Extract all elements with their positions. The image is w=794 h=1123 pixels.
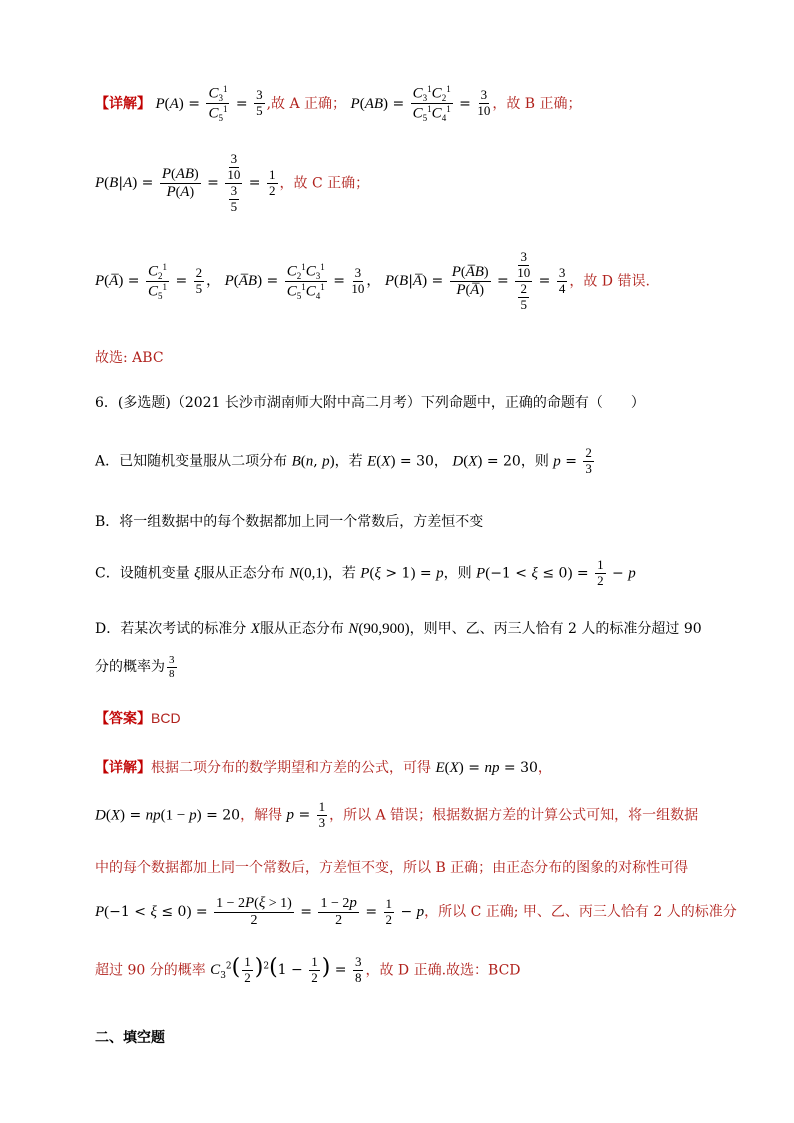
q6-option-c: C．设随机变量 ξ服从正态分布 N(0,1)，若 P(ξ > 1) = p，则 P(−1 < ξ ≤ 0) = $\frac{1}{2}$ − p	[95, 557, 636, 588]
detail-label: 【详解】	[95, 94, 151, 111]
q5-l1b: ，故 B 正确；	[492, 95, 582, 112]
q5-detail-line1: 【详解】 P(A) = $\frac{C_3^1}{C_5^1}$ = $\frac{3}{5}$ ,故 A 正确； P(AB) = $\frac{C_3^1C_2^1}{C_5^1C_4^1}$ = $\frac{3}{10}$ ，故 B 正确；	[95, 84, 582, 124]
q6-d-line2-text: 分的概率为	[95, 659, 165, 676]
q6-exp-line1: 【详解】根据二项分布的数学期望和方差的公式，可得 E(X) = np = 30，	[95, 759, 552, 776]
q6-a-mid3: ，则	[520, 453, 549, 470]
q5-l2: ，故 C 正确；	[279, 175, 370, 192]
q5-l1a: ,故 A 正确；	[266, 95, 347, 112]
q6-exp2a: ，解得	[240, 807, 283, 824]
section-heading: 二、填空题	[95, 1029, 165, 1045]
q6-c-text: C．设随机变量	[95, 565, 190, 582]
q6-answer	[95, 708, 181, 728]
q6-exp5a: 超过 90 分的概率	[95, 962, 206, 979]
q6-exp-line2: D(X) = np(1 − p) = 20，解得 p = $\frac{1}{3}$ ，所以 A 错误；根据数据方差的计算公式可知，将一组数据	[95, 799, 699, 830]
q6-exp1: 根据二项分布的数学期望和方差的公式，可得	[151, 760, 431, 776]
answer-value: BCD	[151, 710, 181, 726]
q6-a-text: A．已知随机变量服从二项分布	[95, 453, 288, 470]
q6-d-mid2: ，则甲、乙、丙三人恰有 2 人的标准分超过 90	[409, 621, 702, 637]
q6-option-a: A．已知随机变量服从二项分布 B(n, p)，若 E(X) = 30， D(X) = 20，则 p = $\frac{2}{3}$	[95, 445, 592, 476]
q6-a-mid2: ，	[433, 453, 448, 470]
q6-c-mid3: ，则	[443, 565, 472, 582]
exp-label: 【详解】	[95, 759, 151, 775]
q6-exp-line4: P(−1 < ξ ≤ 0) = $\frac{1 - 2P(\xi > 1)}{2}$ = $\frac{1 - 2p}{2}$ = $\frac{1}{2}$ − p，所以 C 正确; 甲、乙、丙三人恰有 2 人的标准分	[95, 895, 737, 929]
q6-option-d-line2: 分的概率为 $\frac{3}{8}$	[95, 654, 175, 680]
q6-exp4: ，所以 C 正确; 甲、乙、丙三人恰有 2 人的标准分	[424, 904, 737, 921]
q6-exp-line3: 中的每个数据都加上同一个常数后，方差恒不变，所以 B 正确；由正态分布的图象的对称性可得	[95, 860, 689, 876]
q6-d-text: D．若某次考试的标准分	[95, 621, 247, 637]
q6-option-b: B．将一组数据中的每个数据都加上同一个常数后，方差恒不变	[95, 514, 484, 530]
q6-d-mid1: 服从正态分布	[259, 621, 344, 637]
q6-exp5b: ，故 D 正确.故选：BCD	[365, 962, 521, 979]
q5-detail-line2: P(B|A) = $\frac{P(AB)}{P(A)}$ = $\frac{\frac{3}{10}}{\frac{3}{5}}$ = $\frac{1}{2}$ ，故 C 正确；	[95, 151, 370, 214]
q6-a-mid1: ，若	[334, 453, 363, 470]
q5-choice: 故选: ABC	[95, 350, 164, 366]
q6-c-mid2: ，若	[327, 565, 356, 582]
answer-label: 【答案】	[95, 710, 151, 726]
q6-stem: 6．(多选题)（2021 长沙市湖南师大附中高二月考）下列命题中，正确的命题有（ ）	[95, 395, 645, 411]
q5-l3: ，故 D 错误.	[569, 273, 650, 290]
q5-detail-line3: P(A̅) = $\frac{C_2^1}{C_5^1}$ = $\frac{2}{5}$ ， P(A̅B) = $\frac{C_2^1C_3^1}{C_5^1C_4^1}$ = $\frac{3}{10}$ ， P(B|A̅) = $\frac{P(A̅B)}{P(A̅)}$ = $\frac{\frac{3}{10}}{\frac{2}{5}}$ = $\frac{3}{4}$ ，故 D 错误.	[95, 249, 650, 312]
q6-c-mid1: 服从正态分布	[200, 565, 285, 582]
q6-exp-line5: 超过 90 分的概率 $C_3^2$( $\frac{1}{2}$ )$^2$(1 − $\frac{1}{2}$ ) = $\frac{3}{8}$ ，故 D 正确.故选：BCD	[95, 954, 521, 985]
q6-option-d: D．若某次考试的标准分 X服从正态分布 N(90,900)，则甲、乙、丙三人恰有 2 人的标准分超过 90	[95, 621, 702, 637]
q6-exp2b: ，所以 A 错误；根据数据方差的计算公式可知，将一组数据	[329, 807, 699, 824]
